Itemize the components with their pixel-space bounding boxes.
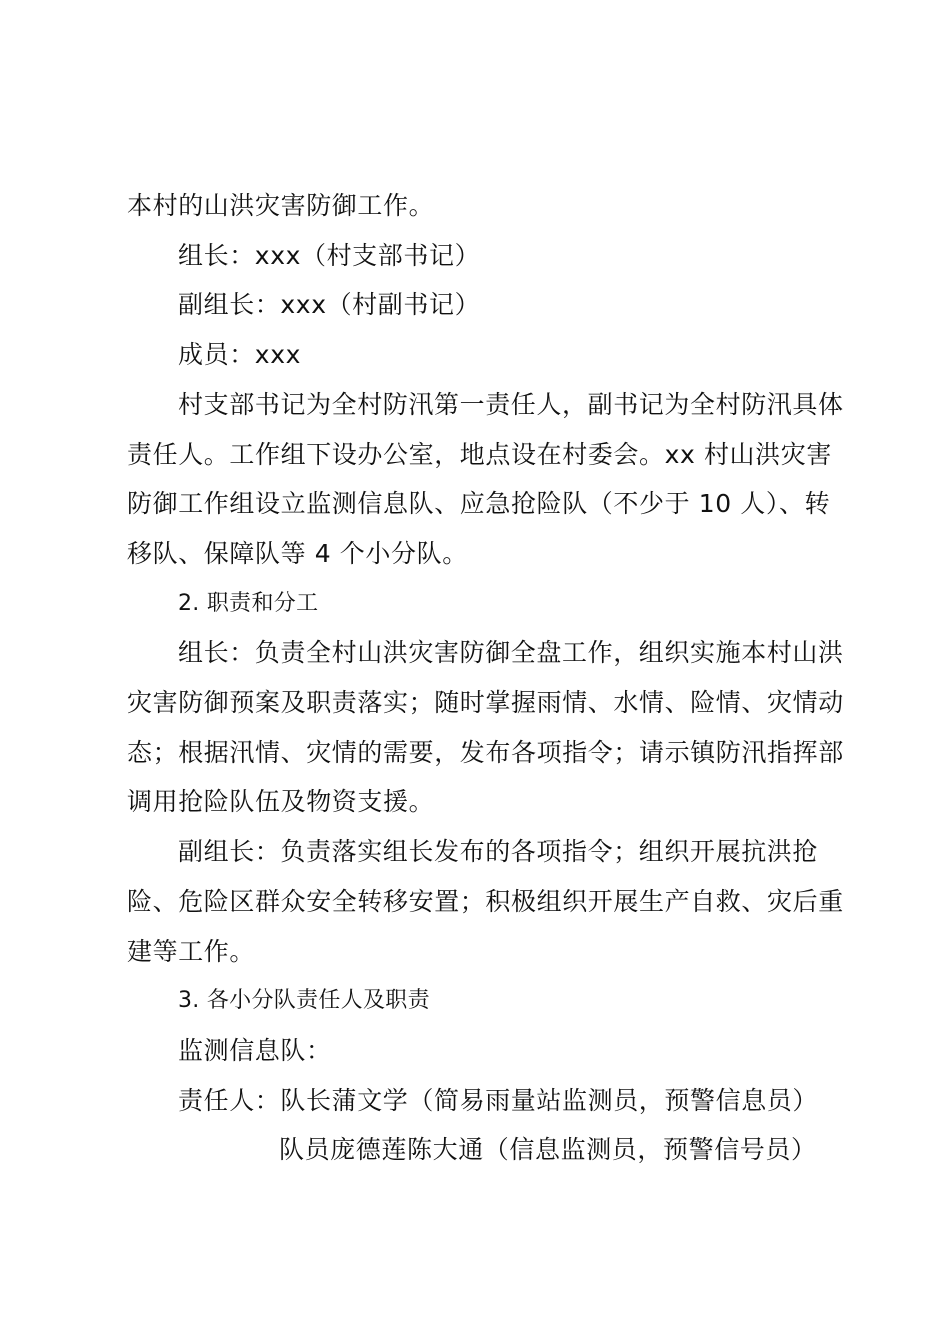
members-line: 成员：xxx bbox=[178, 340, 301, 370]
responsibility-paragraph: 村支部书记为全村防汛第一责任人，副书记为全村防汛具体责任人。工作组下设办公室，地点设在村委会。xx 村山洪灾害防御工作组设立监测信息队、应急抢险队（不少于 10 人）、转移队、保障队等 4 个小分队。 bbox=[127, 389, 844, 568]
team-leader-line: 责任人：队长蒲文学（简易雨量站监测员，预警信息员） bbox=[178, 1085, 819, 1115]
document-body bbox=[127, 181, 853, 1175]
paragraph-continuation: 本村的山洪灾害防御工作。 bbox=[127, 191, 435, 220]
group-leader-line: 组长：xxx（村支部书记） bbox=[178, 240, 481, 270]
monitoring-team-title: 监测信息队： bbox=[178, 1035, 332, 1065]
section-heading-teams: 3. 各小分队责任人及职责 bbox=[178, 988, 430, 1014]
team-members-line: 队员庞德莲陈大通（信息监测员，预警信号员） bbox=[279, 1135, 817, 1165]
deputy-duties-paragraph: 副组长：负责落实组长发布的各项指令；组织开展抗洪抢险、危险区群众安全转移安置；积极组织开展生产自救、灾后重建等工作。 bbox=[127, 837, 844, 966]
leader-duties-paragraph: 组长：负责全村山洪灾害防御全盘工作，组织实施本村山洪灾害防御预案及职责落实；随时掌握雨情、水情、险情、灾情动态；根据汛情、灾情的需要，发布各项指令；请示镇防汛指挥部调用抢险队伍及物资支援。 bbox=[127, 638, 844, 817]
section-heading-duties: 2. 职责和分工 bbox=[178, 590, 319, 616]
deputy-leader-line: 副组长：xxx（村副书记） bbox=[178, 290, 481, 320]
